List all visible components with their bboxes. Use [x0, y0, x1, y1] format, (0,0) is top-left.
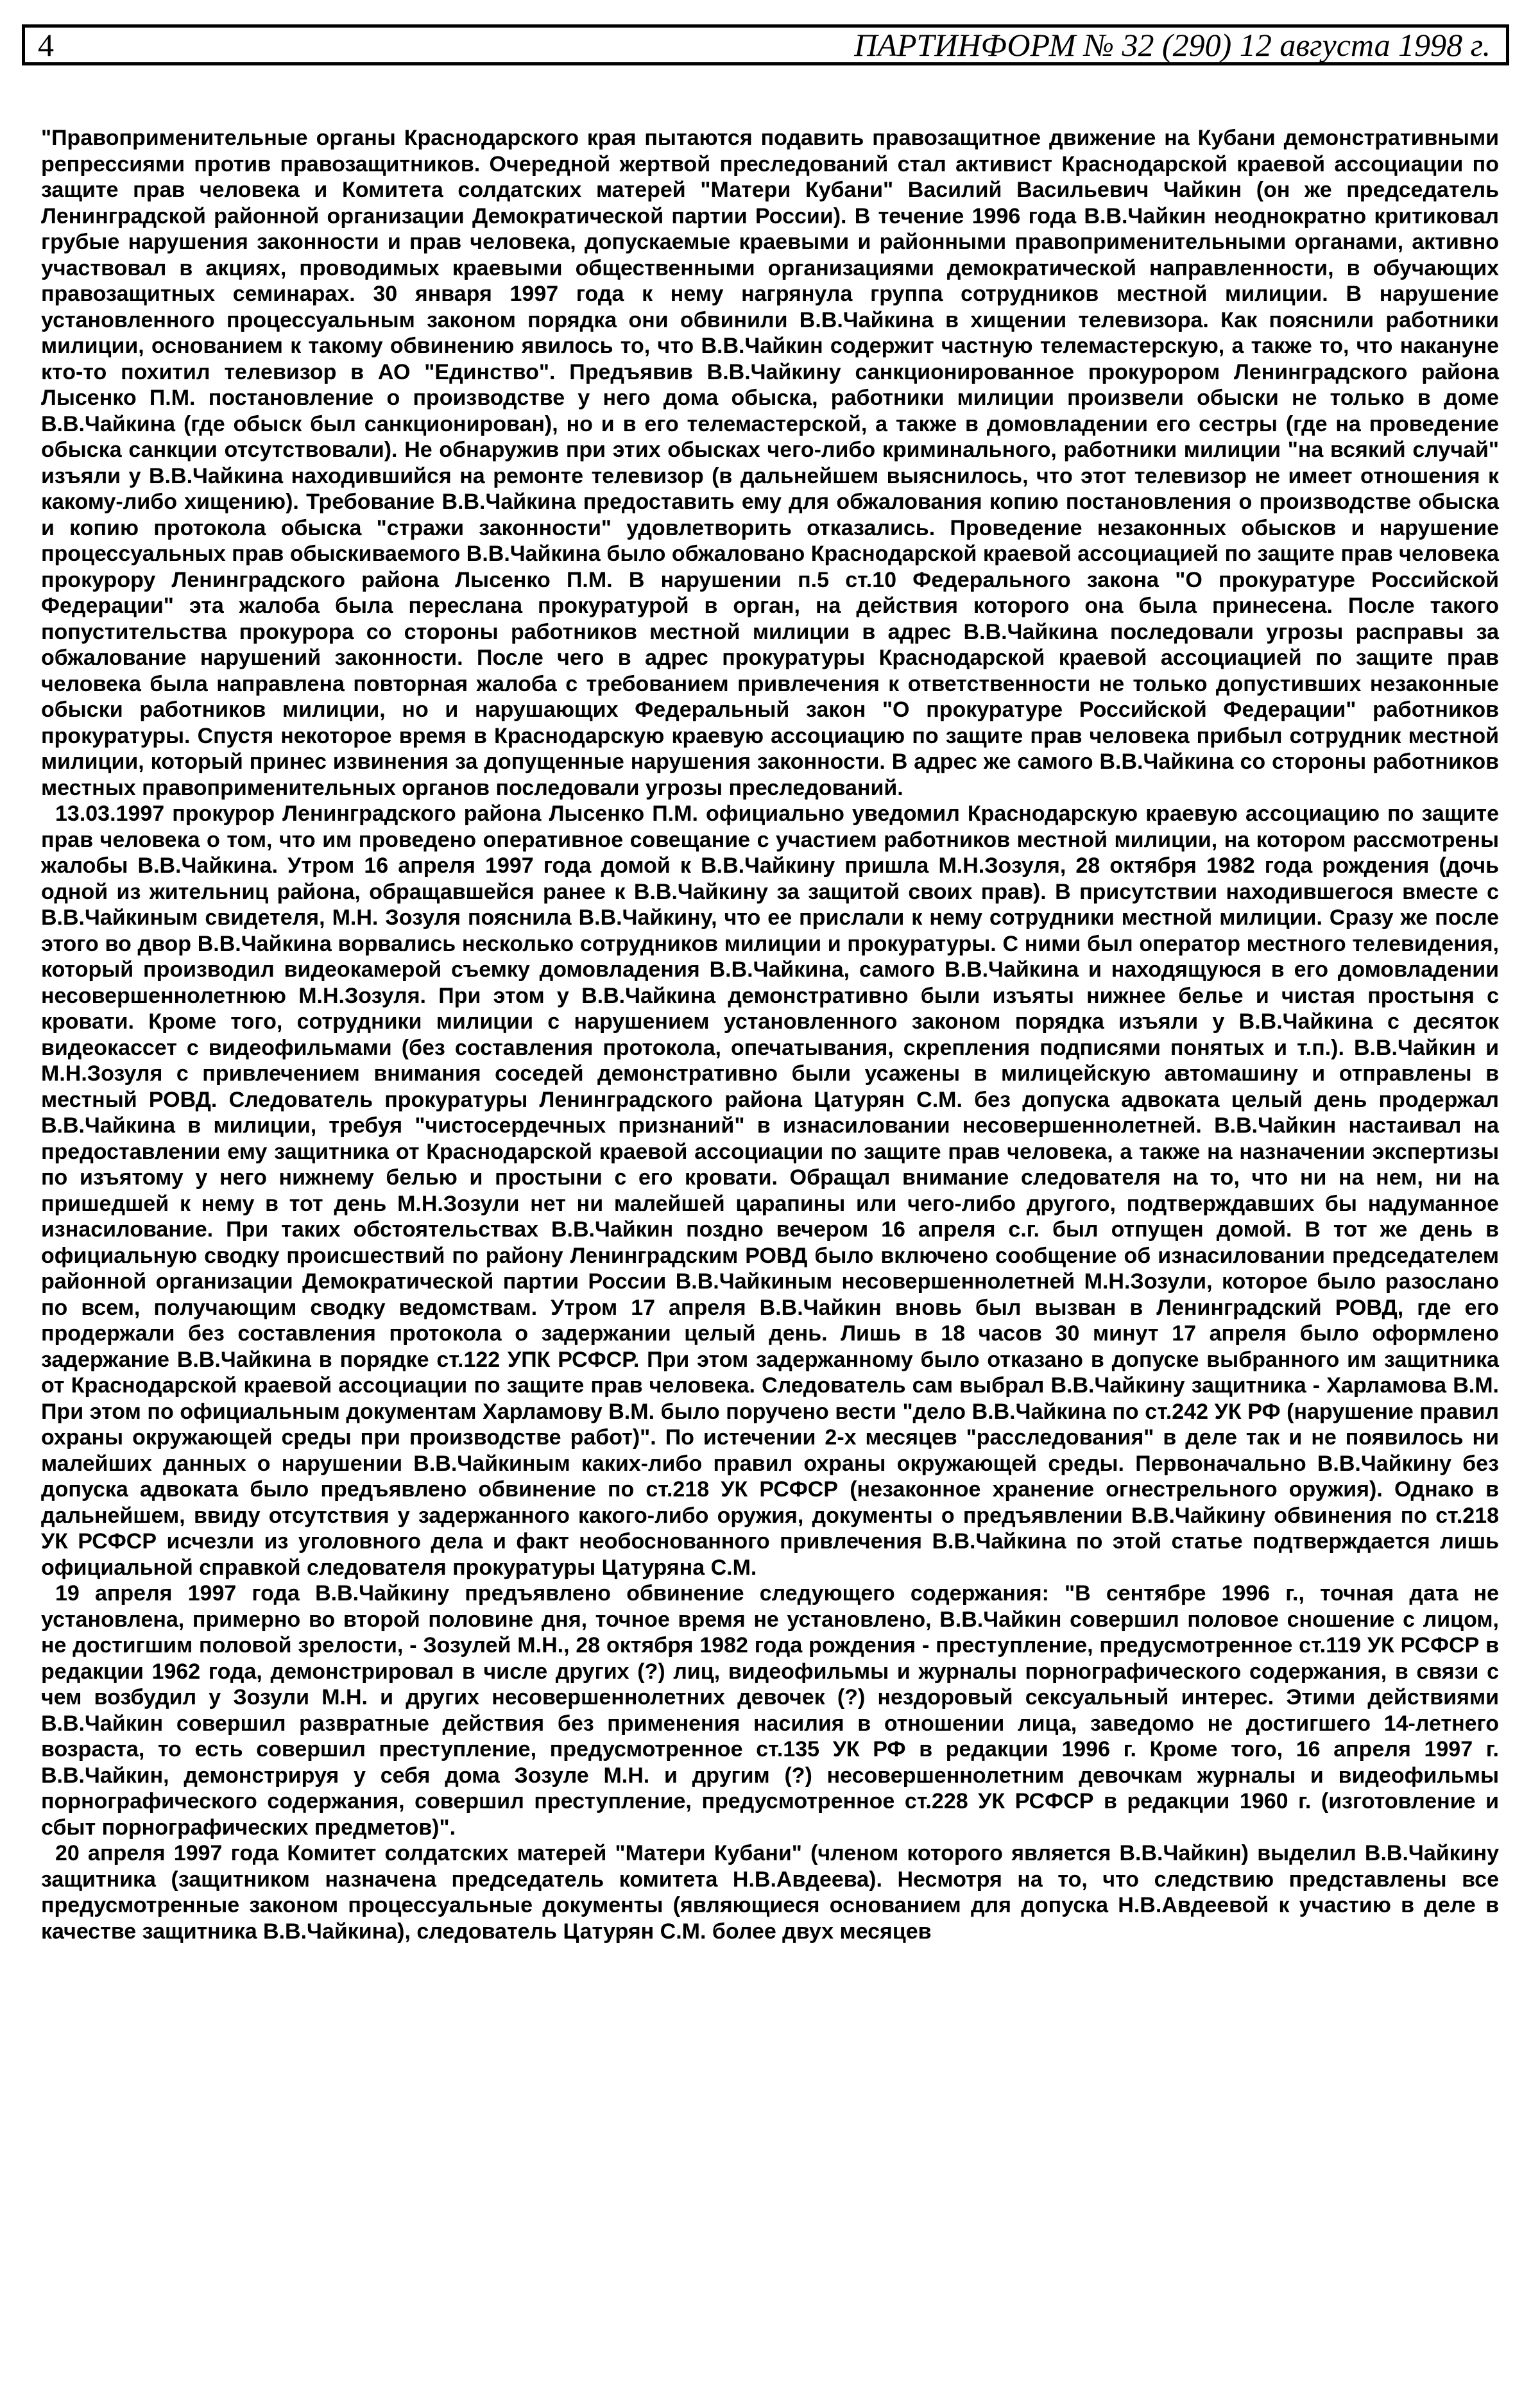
- page-number: 4: [38, 27, 54, 63]
- article-body: [41, 125, 1499, 1944]
- article-paragraph: "Правоприменительные органы Краснодарского края пытаются подавить правозащитное движение на Кубани демонстративными репрессиями против правозащитников. Очередной жертвой преследований стал активист Краснодарской краевой ассоциации по защите прав человека и Комитета солдатских матерей "Матери Кубани" Василий Васильевич Чайкин (он же председатель Ленинградской районной организации Демократической партии России). В течение 1996 года В.В.Чайкин неоднократно критиковал грубые нарушения законности и прав человека, допускаемые краевыми и районными правоприменительными органами, активно участвовал в акциях, проводимых краевыми общественными организациями демократической направленности, в обучающих правозащитных семинарах. 30 января 1997 года к нему нагрянула группа сотрудников местной милиции. В нарушение установленного процессуальным законом порядка они обвинили В.В.Чайкина в хищении телевизора. Как пояснили работники милиции, основанием к такому обвинению явилось то, что В.В.Чайкин содержит частную телемастерскую, а также то, что накануне кто-то похитил телевизор в АО "Единство". Предъявив В.В.Чайкину санкционированное прокурором Ленинградского района Лысенко П.М. постановление о производстве у него дома обыска, работники милиции произвели обыски не только в доме В.В.Чайкина (где обыск был санкционирован), но и в его телемастерской, а также в домовладении его сестры (где на проведение обыска санкции отсутствовали). Не обнаружив при этих обысках чего-либо криминального, работники милиции "на всякий случай" изъяли у В.В.Чайкина находившийся на ремонте телевизор (в дальнейшем выяснилось, что этот телевизор не имеет отношения к какому-либо хищению). Требование В.В.Чайкина предоставить ему для обжалования копию постановления о производстве обыска и копию протокола обыска "стражи законности" удовлетворить отказались. Проведение незаконных обысков и нарушение процессуальных прав обыскиваемого В.В.Чайкина было обжаловано Краснодарской краевой ассоциацией по защите прав человека прокурору Ленинградского района Лысенко П.М. В нарушении п.5 ст.10 Федерального закона "О прокуратуре Российской Федерации" эта жалоба была переслана прокуратурой в орган, на действия которого она была принесена. После такого попустительства прокурора со стороны работников местной милиции в адрес В.В.Чайкина последовали угрозы расправы за обжалование нарушений законности. После чего в адрес прокуратуры Краснодарской краевой ассоциацией по защите прав человека была направлена повторная жалоба с требованием привлечения к ответственности не только допустивших незаконные обыски работников милиции, но и нарушающих Федеральный закон "О прокуратуре Российской Федерации" работников прокуратуры. Спустя некоторое время в Краснодарскую краевую ассоциацию по защите прав человека прибыл сотрудник местной милиции, который принес извинения за допущенные нарушения законности. В адрес же самого В.В.Чайкина со стороны работников местных правоприменительных органов последовали угрозы преследований.: [41, 126, 1499, 800]
- newspaper-issue-title: ПАРТИНФОРМ № 32 (290) 12 августа 1998 г.: [854, 27, 1491, 63]
- page-header: [22, 24, 1509, 65]
- article-paragraph: 13.03.1997 прокурор Ленинградского района Лысенко П.М. официально уведомил Краснодарскую краевую ассоциацию по защите прав человека о том, что им проведено оперативное совещание с участием работников местной милиции, на котором рассмотрены жалобы В.В.Чайкина. Утром 16 апреля 1997 года домой к В.В.Чайкину пришла М.Н.Зозуля, 28 октября 1982 года рождения (дочь одной из жительниц района, обращавшейся ранее к В.В.Чайкину за защитой своих прав). В присутствии находившегося вместе с В.В.Чайкиным свидетеля, М.Н. Зозуля пояснила В.В.Чайкину, что ее прислали к нему сотрудники местной милиции. Сразу же после этого во двор В.В.Чайкина ворвались несколько сотрудников милиции и прокуратуры. С ними был оператор местного телевидения, который производил видеокамерой съемку домовладения В.В.Чайкина, самого В.В.Чайкина и находящуюся в его домовладении несовершеннолетнюю М.Н.Зозуля. При этом у В.В.Чайкина демонстративно были изъяты нижнее белье и чистая простыня с кровати. Кроме того, сотрудники милиции с нарушением установленного законом порядка изъяли у В.В.Чайкина с десяток видеокассет с видеофильмами (без составления протокола, опечатывания, скрепления подписями понятых и т.п.). В.В.Чайкин и М.Н.Зозуля с привлечением внимания соседей демонстративно были усажены в милицейскую автомашину и отправлены в местный РОВД. Следователь прокуратуры Ленинградского района Цатурян С.М. без допуска адвоката целый день продержал В.В.Чайкина в милиции, требуя "чистосердечных признаний" в изнасиловании несовершеннолетней. В.В.Чайкин настаивал на предоставлении ему защитника от Краснодарской краевой ассоциации по защите прав человека, а также на назначении экспертизы по изъятому у него нижнему белью и простыни с его кровати. Обращал внимание следователя на то, что ни на нем, ни на пришедшей к нему в тот день М.Н.Зозули нет ни малейшей царапины или чего-либо другого, подтверждавших бы надуманное изнасилование. При таких обстоятельствах В.В.Чайкин поздно вечером 16 апреля с.г. был отпущен домой. В тот же день в официальную сводку происшествий по району Ленинградским РОВД было включено сообщение об изнасиловании председателем районной организации Демократической партии России В.В.Чайкиным несовершеннолетней М.Н.Зозули, которое было разослано по всем, получающим сводку ведомствам. Утром 17 апреля В.В.Чайкин вновь был вызван в Ленинградский РОВД, где его продержали без составления протокола о задержании целый день. Лишь в 18 часов 30 минут 17 апреля было оформлено задержание В.В.Чайкина в порядке ст.122 УПК РСФСР. При этом задержанному было отказано в допуске выбранного им защитника от Краснодарской краевой ассоциации по защите прав человека. Следователь сам выбрал В.В.Чайкину защитника - Харламова В.М. При этом по официальным документам Харламову В.М. было поручено вести "дело В.В.Чайкина по ст.242 УК РФ (нарушение правил охраны окружающей среды при производстве работ)". По истечении 2-х месяцев "расследования" в деле так и не появилось ни малейших данных о нарушении В.В.Чайкиным каких-либо правил охраны окружающей среды. Первоначально В.В.Чайкину без допуска адвоката было предъявлено обвинение по ст.218 УК РСФСР (незаконное хранение огнестрельного оружия). Однако в дальнейшем, ввиду отсутствия у задержанного какого-либо оружия, документы о предъявлении В.В.Чайкину обвинения по ст.218 УК РСФСР исчезли из уголовного дела и факт необоснованного привлечения В.В.Чайкина по этой статье подтверждается лишь официальной справкой следователя прокуратуры Цатуряна С.М.: [41, 801, 1499, 1580]
- article-paragraph: 19 апреля 1997 года В.В.Чайкину предъявлено обвинение следующего содержания: "В сентябре 1996 г., точная дата не установлена, примерно во второй половине дня, точное время не установлено, В.В.Чайкин совершил половое сношение с лицом, не достигшим половой зрелости, - Зозулей М.Н., 28 октября 1982 года рождения - преступление, предусмотренное ст.119 УК РСФСР в редакции 1962 года, демонстрировал в числе других (?) лиц, видеофильмы и журналы порнографического содержания, в связи с чем возбудил у Зозули М.Н. и других несовершеннолетних девочек (?) нездоровый сексуальный интерес. Этими действиями В.В.Чайкин совершил развратные действия без применения насилия в отношении лица, заведомо не достигшего 14-летнего возраста, то есть совершил преступление, предусмотренное ст.135 УК РФ в редакции 1996 г. Кроме того, 16 апреля 1997 г. В.В.Чайкин, демонстрируя у себя дома Зозуле М.Н. и другим (?) несовершеннолетним девочкам журналы и видеофильмы порнографического содержания, совершил преступление, предусмотренное ст.228 УК РСФСР в редакции 1960 г. (изготовление и сбыт порнографических предметов)".: [41, 1581, 1499, 1840]
- article-paragraph: 20 апреля 1997 года Комитет солдатских матерей "Матери Кубани" (членом которого является В.В.Чайкин) выделил В.В.Чайкину защитника (защитником назначена председатель комитета Н.В.Авдеева). Несмотря на то, что следствию представлены все предусмотренные законом процессуальные документы (являющиеся основанием для допуска Н.В.Авдеевой к участию в деле в качестве защитника В.В.Чайкина), следователь Цатурян С.М. более двух месяцев: [41, 1841, 1499, 1944]
